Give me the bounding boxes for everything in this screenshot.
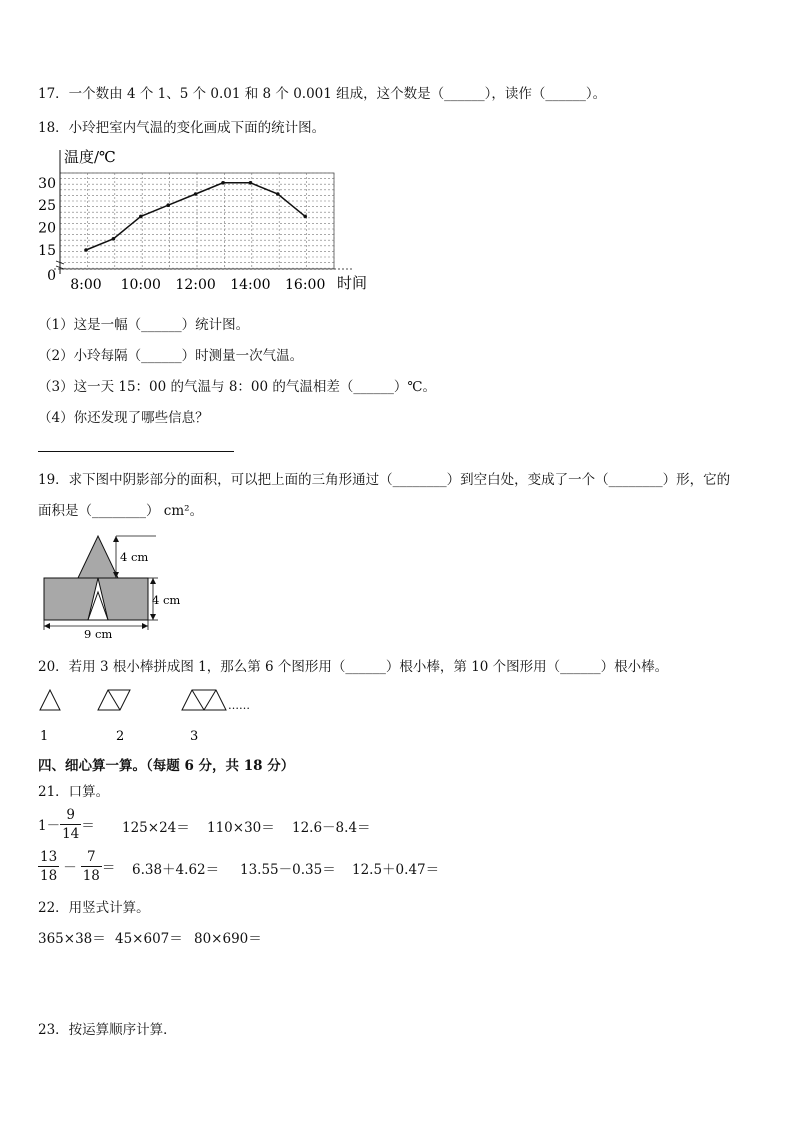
fraction-numerator: 7 [81, 848, 102, 867]
figure-3-label: 3 [190, 729, 199, 742]
r2-item-2: 13.55－0.35＝ [240, 862, 336, 878]
section-4-title: 四、细心算一算。（每题 6 分，共 18 分） [38, 758, 295, 774]
data-point [303, 215, 307, 219]
x-tick-label: 14:00 [230, 277, 271, 293]
question-20: 20．若用 3 根小棒拼成图 1，那么第 6 个图形用（______）根小棒，第 10 个图形用（______）根小棒。 [38, 659, 669, 675]
r2-equals: ＝ [101, 860, 116, 876]
data-point [221, 181, 225, 185]
q22-item-2: 45×607＝ [115, 931, 183, 947]
y-tick-label: 0 [47, 268, 56, 284]
r2-item-3: 12.5＋0.47＝ [352, 862, 440, 878]
r2-minus: － [63, 860, 77, 876]
q21-row-2 [38, 846, 115, 886]
y-tick-label: 25 [38, 198, 56, 215]
data-point [84, 248, 88, 252]
fraction-7-18 [81, 848, 102, 885]
question-19-line-2: 面积是（________） cm²。 [38, 503, 204, 519]
fraction-denominator: 18 [40, 867, 58, 884]
question-19-line-1: 19．求下图中阴影部分的面积，可以把上面的三角形通过（________）到空白处，变成了一个（________）形，它的 [38, 472, 731, 488]
stick-pattern-figures [36, 686, 276, 742]
x-tick-label: 16:00 [285, 277, 326, 293]
data-point [249, 181, 253, 185]
fraction-numerator: 9 [60, 806, 81, 825]
fraction-denominator: 18 [82, 867, 100, 884]
y-tick-label: 20 [38, 220, 56, 237]
r1-item-3: 12.6－8.4＝ [292, 820, 371, 836]
y-tick-label: 30 [38, 175, 56, 192]
fraction-numerator: 13 [40, 848, 58, 865]
data-point [139, 215, 143, 219]
right-height-label: 4 cm [152, 593, 181, 607]
x-tick-labels [70, 277, 325, 293]
answer-line[interactable] [38, 451, 234, 452]
fraction-13-18 [38, 848, 59, 885]
r1-item-2: 110×30＝ [207, 820, 275, 836]
figure-3-trapezoid [182, 690, 226, 710]
question-23-title: 23．按运算顺序计算． [38, 1022, 177, 1038]
r1-equals: ＝ [81, 818, 95, 834]
data-point [194, 192, 198, 196]
x-axis-title: 时间 [337, 274, 368, 292]
y-axis-title: 温度/℃ [64, 148, 116, 166]
q21-row-1 [38, 804, 95, 844]
fraction-9-14 [60, 806, 81, 843]
fraction-denominator: 14 [62, 825, 80, 842]
r2-item-1: 6.38＋4.62＝ [132, 862, 220, 878]
question-21-title: 21．口算。 [38, 784, 110, 800]
x-tick-label: 12:00 [175, 277, 216, 293]
x-tick-label: 10:00 [120, 277, 161, 293]
bottom-width-label: 9 cm [84, 627, 113, 641]
q18-part-3: （3）这一天 15：00 的气温与 8：00 的气温相差（______）℃。 [38, 379, 436, 395]
q22-item-1: 365×38＝ [38, 931, 106, 947]
x-tick-label: 8:00 [70, 277, 102, 293]
data-point [166, 203, 170, 207]
data-point [112, 237, 116, 241]
data-point [276, 192, 280, 196]
y-tick-labels [38, 176, 56, 284]
r1-prefix: 1－ [38, 818, 61, 834]
q22-item-3: 80×690＝ [194, 931, 262, 947]
question-18: 18．小玲把室内气温的变化画成下面的统计图。 [38, 120, 326, 136]
chart-grid [60, 173, 334, 269]
figure-1-label: 1 [40, 729, 49, 742]
shaded-area-figure [36, 530, 196, 642]
r1-item-1: 125×24＝ [122, 820, 190, 836]
q18-part-1: （1）这是一幅（______）统计图。 [38, 317, 250, 333]
temperature-line-chart [36, 142, 376, 298]
question-17: 17．一个数由 4 个 1、5 个 0.01 和 8 个 0.001 组成，这个数是（______），读作（______）。 [38, 86, 607, 102]
figure-1-triangle [40, 690, 60, 710]
q18-part-4: （4）你还发现了哪些信息？ [38, 410, 209, 426]
top-height-label: 4 cm [120, 550, 149, 564]
q18-part-2: （2）小玲每隔（______）时测量一次气温。 [38, 348, 304, 364]
y-tick-label: 15 [38, 243, 56, 259]
question-22-title: 22．用竖式计算。 [38, 900, 150, 916]
figure-2-label: 2 [116, 729, 125, 742]
pattern-ellipsis: …… [228, 699, 250, 712]
